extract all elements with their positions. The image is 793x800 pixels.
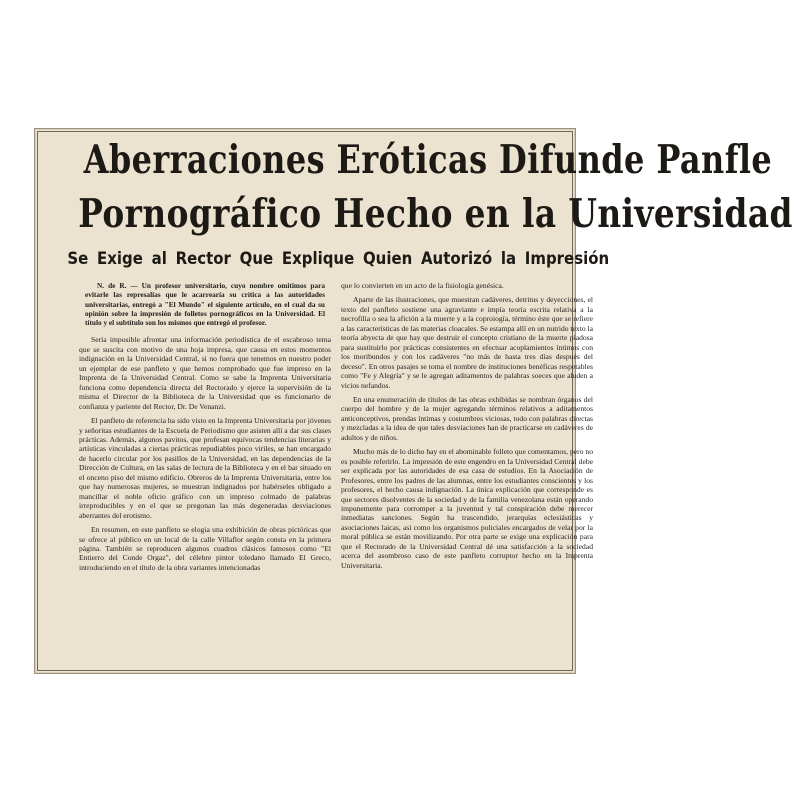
article-paragraph: En resumen, en este panfleto se elogia una exhibición de obras pictóricas que se ofrece al público en un local de la calle Villaflor según consta en la primera página. También se reproducen algunos cuadros clásicos famosos como "El Entierro del Conde Orgaz", del célebre pintor toledano llamado El Greco, introduciendo en el título de la obra variantes intencionadas	[79, 525, 331, 572]
headline-line-2: Pornográfico Hecho en la Universidad	[78, 191, 793, 237]
article-body	[79, 281, 593, 667]
article-column-left	[79, 281, 331, 667]
article-column-right	[341, 281, 593, 667]
article-paragraph: Sería imposible afrontar una información periodística de el escabroso tema que se suscita con motivo de una hoja impresa, que causa en estos momentos indignación en la Universidad Central, si no fuera que tenemos en nuestro poder un ejemplar de ese panfleto y que hemos comprobado que fue impreso en la Imprenta de la Universidad Central. Como se sabe la Imprenta Universitaria funciona como dependencia directa del Rectorado y ejerce la supervisión de la misma el Director de la Biblioteca de la Universidad que es funcionario de confianza y pariente del Rector, Dr. De Venanzi.	[79, 335, 331, 411]
article-paragraph: que lo convierten en un acto de la fisiología genésica.	[341, 281, 504, 290]
article-paragraph: El panfleto de referencia ha sido visto en la Imprenta Universitaria por jóvenes y señoritas estudiantes de la Escuela de Periodismo que asisten allí a dar sus clases prácticas. Además, algunos pavitos, que profesan equívocas tendencias literarias y artísticas vinculadas a ciertas prácticas repudiables poco viriles, se han encargado de hacerlo circular por los pasillos de la Universidad, en las dependencias de la Dirección de Cultura, en las salas de lectura de la Biblioteca y en el bar situado en el onceno piso del mismo edificio. Obreros de la Imprenta Universitaria, entre los que hay numerosas mujeres, se muestran indignados por habérseles obligado a mancillar el noble oficio gráfico con un impreso colmado de palabras irreproducibles y en el que se pregonan las más degeneradas desviaciones aberrantes del erotismo.	[79, 416, 331, 520]
article-paragraph: Mucho más de lo dicho hay en el abominable folleto que comentamos, pero no es posible referirlo. La impresión de este engendro en la Universidad Central debe ser explicada por las autoridades de esa casa de estudios. En la Asociación de Profesores, entre los padres de las alumnas, entre los estudiantes conscientes y los profesores, el hecho causa indignación. La única explicación que corresponde es que sectores disolventes de la sociedad y de la familia venezolana están operando impunemente para corromper a la juventud y tal conspiración debe merecer inmediatas sanciones. Según ha trascendido, jerarquías eclesiásticas y asociaciones laicas, así como los organismos policiales encargados de velar por la moral pública se están movilizando. Por otra parte se exige una explicación para que el Rectorado de la Universidad Central dé una satisfacción a la sociedad acerca del asombroso caso de este panfleto corruptor hecho en la Imprenta Universitaria.	[341, 447, 593, 570]
article-paragraph: En una enumeración de títulos de las obras exhibidas se nombran órganos del cuerpo del hombre y de la mujer agregando términos relativos a aditamentos anticonceptivos, prendas íntimas y costumbres viciosas, todo con palabras directas y mezcladas a la idea de que tales desviaciones han de practicarse en cadáveres de adultos y de niños.	[341, 394, 593, 442]
article-paragraph: Aparte de las ilustraciones, que muestran cadáveres, detritus y deyecciones, el texto del panfleto sostiene una agraviante e impía teoría escrita relativa a la necrofilia o sea la afición a la muerte y a la coproiogía, término éste que se refiere a las características de las materias cloacales. Se estampa allí en un nutrido texto la teoría abyecta de que hay que destruir el concepto cristiano de la muerte piadosa para sustituirlo por prácticas consistentes en efectuar acoplamientos íntimos con los moribundos y con los cadáveres "no más de hasta tres días después del deceso". En otros pasajes se toma el nombre de instituciones benéficas respetables como "Fe y Alegría" y se le agregan aditamentos de palabras soeces que aluden a vicios nefandos.	[341, 295, 593, 390]
subheadline: Se Exige al Rector Que Explique Quien Autorizó la Impresión	[67, 249, 610, 269]
headline-line-1: Aberraciones Eróticas Difunde Panfle	[83, 137, 773, 183]
editor-note: N. de R. — Un profesor universitario, cuyo nombre omitimos para evitarle las represalias que le acarrearía su crítica a las autoridades universitarias, entregó a "El Mundo" el siguiente artículo, en el cual da su opinión sobre la impresión de folletos pornográficos en la Universidad. El título y el subtítulo son los mismos que entregó el profesor.	[85, 281, 325, 328]
newspaper-clipping	[34, 128, 793, 674]
